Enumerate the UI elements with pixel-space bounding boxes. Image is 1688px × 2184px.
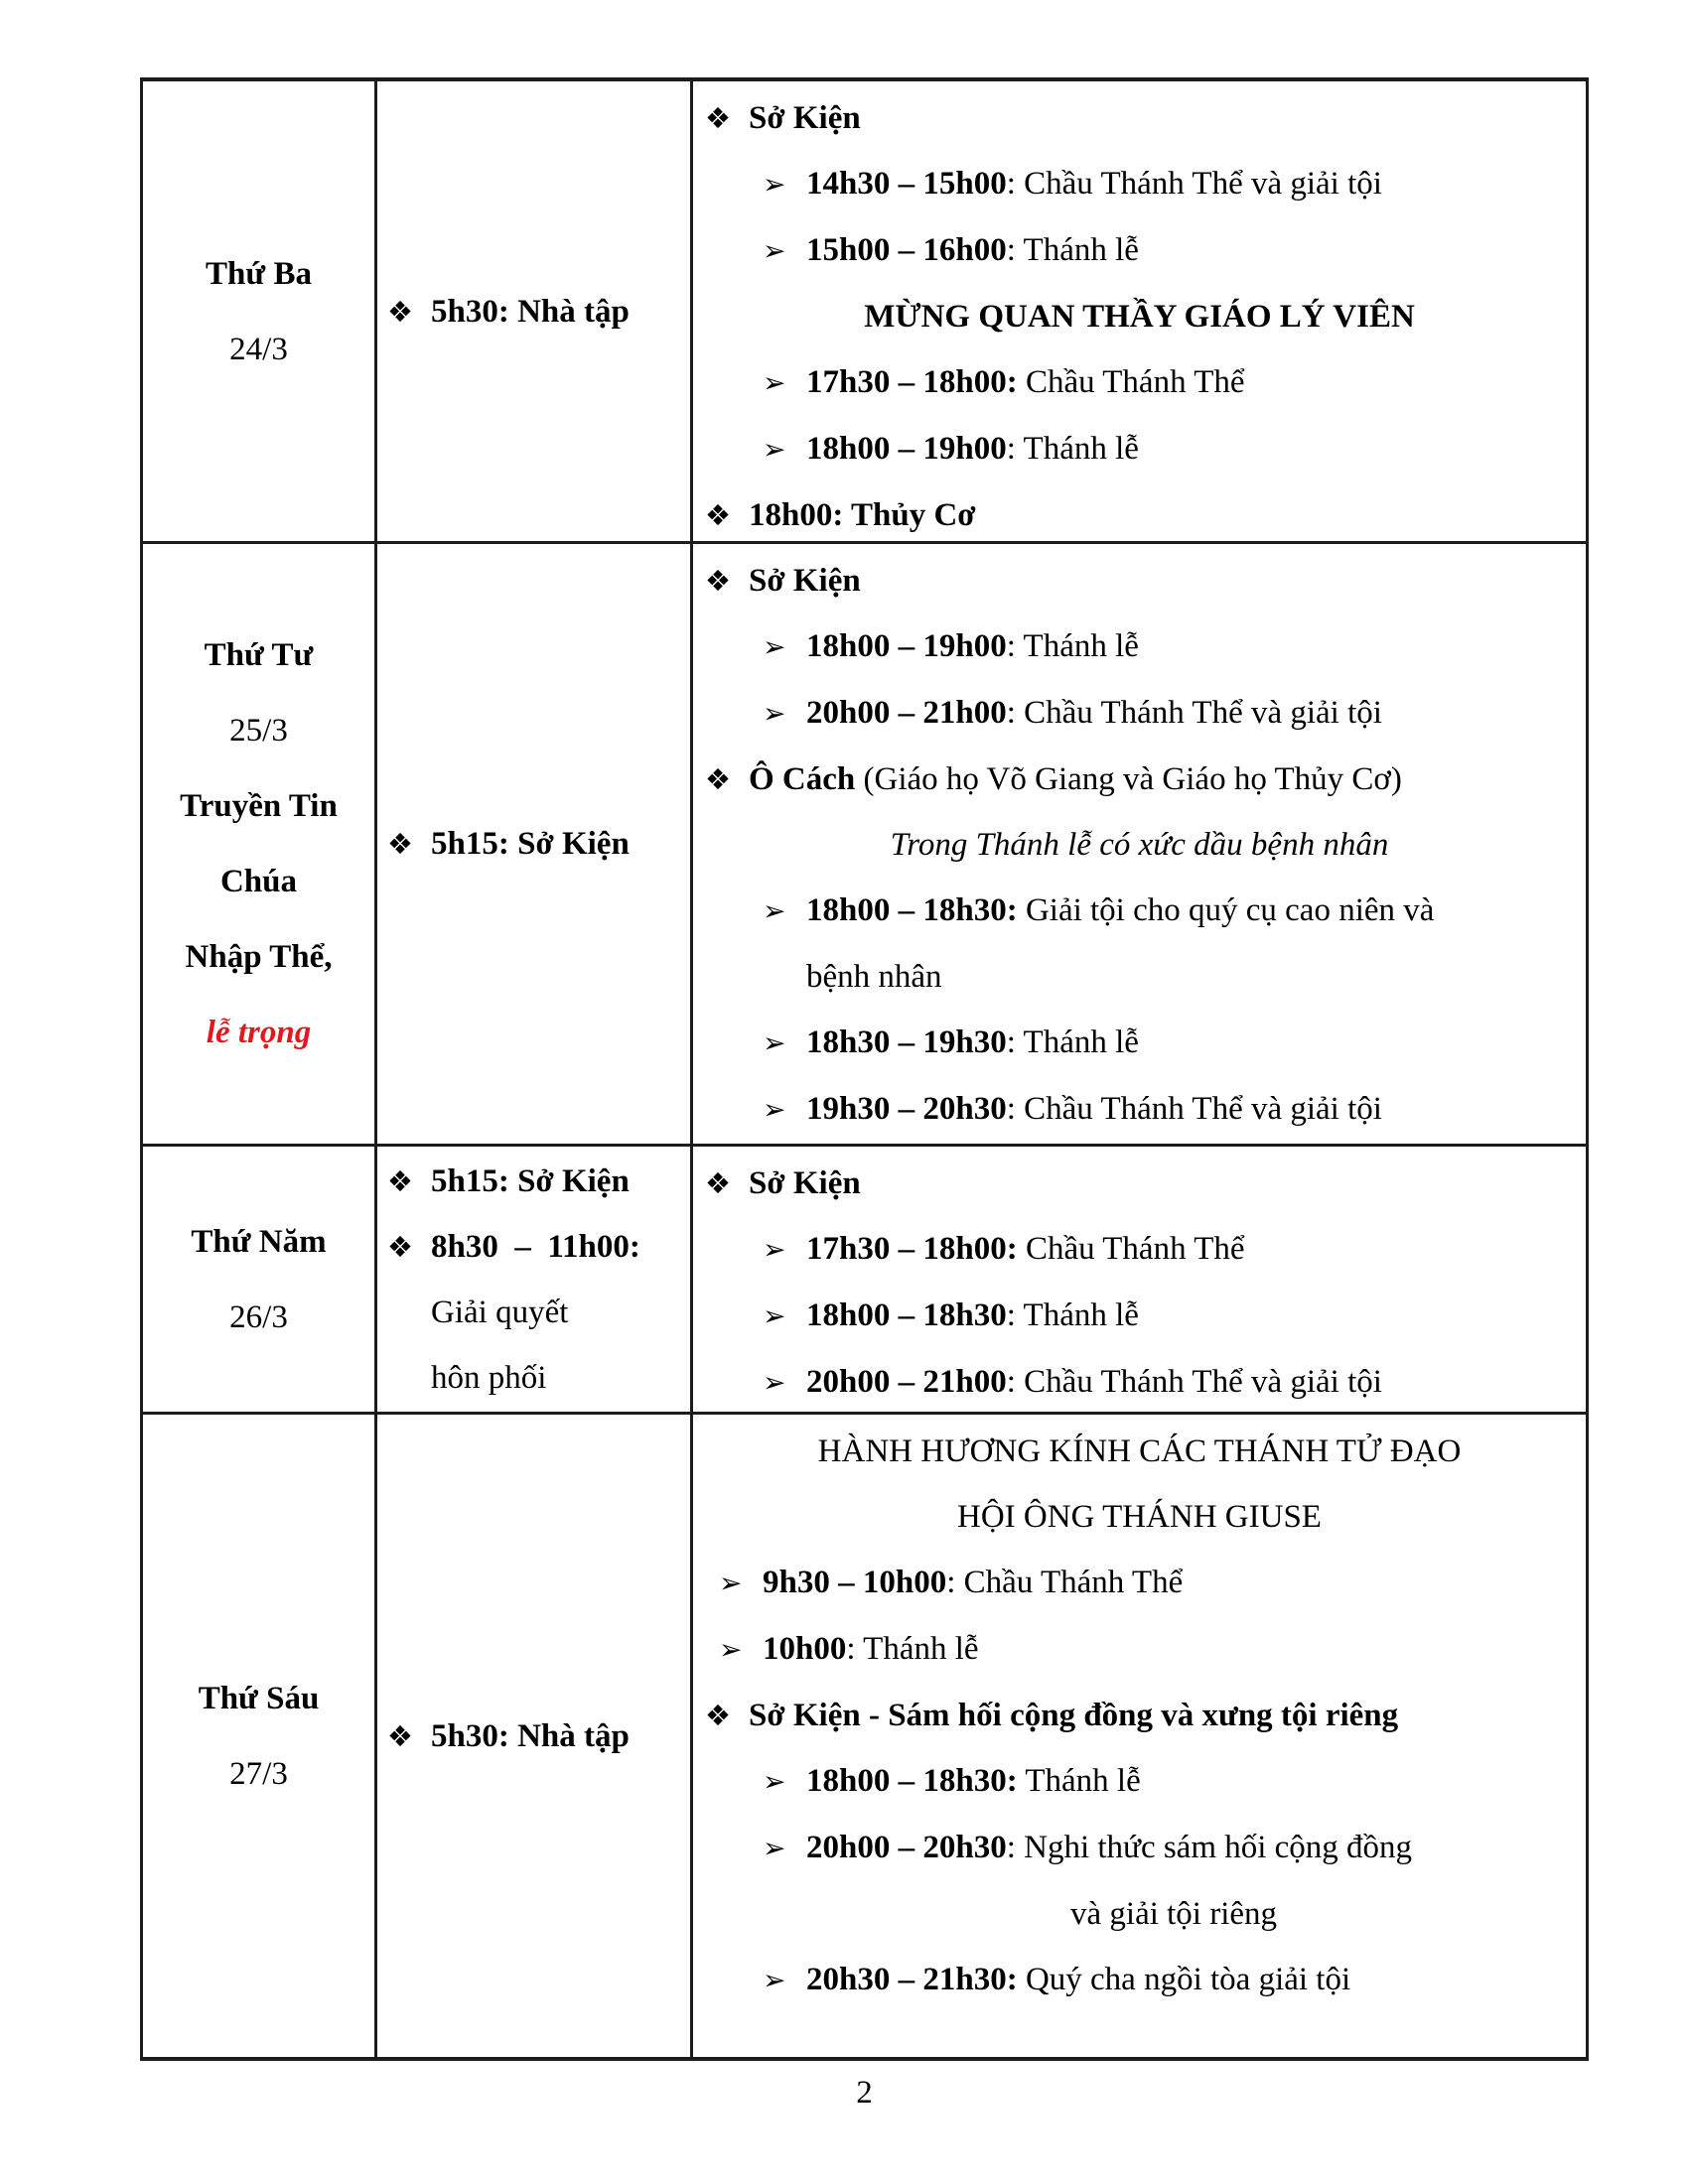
text-segment: : Chầu Thánh Thể và giải tội xyxy=(1006,695,1382,731)
text-segment: : Thánh lễ xyxy=(1006,431,1139,467)
text-segment: 14h30 – 15h00 xyxy=(806,166,1007,202)
day-line xyxy=(186,919,333,995)
day-cell xyxy=(143,544,377,1144)
text-segment: 5h30: Nhà tập xyxy=(431,293,630,330)
events-cell xyxy=(693,1147,1586,1412)
day-line xyxy=(206,236,312,312)
schedule-line xyxy=(693,812,1586,878)
text-segment: 20h30 – 21h30: xyxy=(806,1962,1018,1997)
schedule-line xyxy=(693,747,1586,812)
schedule-line xyxy=(693,151,1586,217)
text-segment: 20h00 – 21h00 xyxy=(806,1364,1007,1400)
text-segment: MỪNG QUAN THẦY GIÁO LÝ VIÊN xyxy=(864,299,1415,335)
arrow-bullet-icon: ➢ xyxy=(763,894,786,927)
text-segment: Quý cha ngồi tòa giải tội xyxy=(1017,1962,1351,1997)
schedule-line xyxy=(693,548,1586,614)
schedule-line xyxy=(377,1214,690,1280)
diamond-bullet-icon: ❖ xyxy=(705,564,731,598)
text-segment: 5h15: Sở Kiện xyxy=(431,1162,630,1199)
text-segment: bệnh nhân xyxy=(806,959,942,995)
day-line xyxy=(207,995,311,1070)
table-row xyxy=(143,1415,1586,2057)
text-segment: Chầu Thánh Thể xyxy=(1017,1231,1245,1267)
schedule-line xyxy=(693,1616,1586,1683)
arrow-bullet-icon: ➢ xyxy=(763,234,786,267)
text-segment: Sở Kiện xyxy=(749,563,861,599)
text-segment: 20h00 – 20h30 xyxy=(806,1830,1007,1865)
text-segment: và giải tội riêng xyxy=(1070,1896,1278,1932)
diamond-bullet-icon: ❖ xyxy=(705,101,731,135)
schedule-line xyxy=(693,1283,1586,1349)
schedule-table xyxy=(140,77,1589,2061)
text-segment: HỘI ÔNG THÁNH GIUSE xyxy=(957,1499,1322,1535)
arrow-bullet-icon: ➢ xyxy=(763,1026,786,1059)
day-line xyxy=(199,1661,320,1736)
arrow-bullet-icon: ➢ xyxy=(763,1093,786,1126)
schedule-line xyxy=(377,1345,690,1411)
arrow-bullet-icon: ➢ xyxy=(763,1832,786,1864)
text-segment: 25/3 xyxy=(229,713,288,749)
day-cell xyxy=(143,1415,377,2057)
text-segment: : Chầu Thánh Thể và giải tội xyxy=(1006,1091,1382,1127)
day-line xyxy=(229,693,288,768)
schedule-line xyxy=(377,1704,690,1769)
diamond-bullet-icon: ❖ xyxy=(705,762,731,796)
schedule-line xyxy=(693,482,1586,541)
schedule-line xyxy=(693,349,1586,416)
text-segment: 10h00 xyxy=(763,1631,847,1667)
schedule-line xyxy=(693,1881,1586,1947)
schedule-line xyxy=(693,217,1586,284)
schedule-line xyxy=(693,614,1586,680)
schedule-line xyxy=(693,1349,1586,1412)
text-segment: 9h30 – 10h00 xyxy=(763,1565,947,1600)
diamond-bullet-icon: ❖ xyxy=(387,294,413,329)
arrow-bullet-icon: ➢ xyxy=(763,366,786,399)
arrow-bullet-icon: ➢ xyxy=(763,433,786,466)
schedule-line xyxy=(377,1149,690,1214)
arrow-bullet-icon: ➢ xyxy=(763,630,786,663)
text-segment: 17h30 – 18h00: xyxy=(806,1231,1018,1267)
text-segment: 27/3 xyxy=(229,1755,288,1792)
day-line xyxy=(205,617,314,693)
text-segment: Giải quyết xyxy=(431,1294,569,1330)
events-cell xyxy=(693,544,1586,1144)
arrow-bullet-icon: ➢ xyxy=(719,1633,743,1666)
schedule-line xyxy=(693,944,1586,1010)
schedule-line xyxy=(693,1550,1586,1616)
text-segment: Thứ Tư xyxy=(204,637,314,673)
text-segment: Thánh lễ xyxy=(1017,1763,1141,1799)
table-row xyxy=(143,544,1586,1147)
text-segment: Chầu Thánh Thể xyxy=(1017,364,1245,400)
schedule-line xyxy=(693,1151,1586,1216)
schedule-line xyxy=(693,1947,1586,2013)
day-line xyxy=(229,312,288,387)
text-segment: 18h30 – 19h30 xyxy=(806,1024,1007,1060)
text-segment: 20h00 – 21h00 xyxy=(806,695,1007,731)
text-segment: : Thánh lễ xyxy=(846,1631,979,1667)
text-segment: : Nghi thức sám hối cộng đồng xyxy=(1006,1830,1413,1865)
text-segment: : Thánh lễ xyxy=(1006,1024,1139,1060)
text-segment: : Chầu Thánh Thể xyxy=(946,1565,1184,1600)
text-segment: : Chầu Thánh Thể và giải tội xyxy=(1006,1364,1382,1400)
diamond-bullet-icon: ❖ xyxy=(705,1699,731,1732)
day-line xyxy=(229,1280,288,1355)
schedule-line xyxy=(377,279,690,344)
table-row xyxy=(143,1147,1586,1415)
morning-cell xyxy=(377,1415,693,2057)
arrow-bullet-icon: ➢ xyxy=(763,1233,786,1266)
day-cell xyxy=(143,1147,377,1412)
text-segment: (Giáo họ Võ Giang và Giáo họ Thủy Cơ) xyxy=(855,761,1402,797)
text-segment: : Chầu Thánh Thể và giải tội xyxy=(1006,166,1382,202)
schedule-line xyxy=(693,416,1586,482)
text-segment: : Thánh lễ xyxy=(1006,232,1139,268)
day-cell xyxy=(143,81,377,541)
page-number: 2 xyxy=(856,2075,873,2111)
text-segment: Sở Kiện - Sám hối cộng đồng và xưng tội riêng xyxy=(749,1698,1399,1733)
arrow-bullet-icon: ➢ xyxy=(763,1765,786,1798)
schedule-line xyxy=(693,1748,1586,1815)
schedule-line xyxy=(693,1683,1586,1748)
text-segment: 5h30: Nhà tập xyxy=(431,1717,630,1754)
text-segment: Chúa xyxy=(219,864,298,899)
arrow-bullet-icon: ➢ xyxy=(763,1964,786,1996)
schedule-line xyxy=(693,680,1586,747)
text-segment: Thứ Năm xyxy=(191,1223,327,1260)
diamond-bullet-icon: ❖ xyxy=(705,498,731,532)
text-segment: Ô Cách xyxy=(749,761,856,797)
text-segment: Thứ Ba xyxy=(206,255,312,292)
diamond-bullet-icon: ❖ xyxy=(387,1163,413,1198)
schedule-line xyxy=(693,1216,1586,1283)
morning-cell xyxy=(377,1147,693,1412)
text-segment: 18h00: Thủy Cơ xyxy=(749,497,976,533)
text-segment: 18h00 – 19h00 xyxy=(806,628,1007,664)
schedule-line xyxy=(693,1076,1586,1143)
text-segment: Nhập Thể, xyxy=(185,939,333,975)
diamond-bullet-icon: ❖ xyxy=(705,1166,731,1200)
text-segment: : Thánh lễ xyxy=(1006,1297,1139,1333)
table-row xyxy=(143,81,1586,544)
schedule-line xyxy=(693,878,1586,944)
morning-cell xyxy=(377,81,693,541)
text-segment: : Thánh lễ xyxy=(1006,628,1139,664)
schedule-line xyxy=(693,1815,1586,1881)
text-segment: HÀNH HƯƠNG KÍNH CÁC THÁNH TỬ ĐẠO xyxy=(817,1433,1462,1469)
text-segment: 17h30 – 18h00: xyxy=(806,364,1018,400)
arrow-bullet-icon: ➢ xyxy=(763,168,786,201)
day-line xyxy=(220,844,297,919)
text-segment: 8h30 – 11h00: xyxy=(431,1228,640,1265)
text-segment: 5h15: Sở Kiện xyxy=(431,826,630,862)
schedule-line xyxy=(693,284,1586,349)
arrow-bullet-icon: ➢ xyxy=(719,1567,743,1599)
diamond-bullet-icon: ❖ xyxy=(387,1718,413,1753)
text-segment: 26/3 xyxy=(229,1298,288,1335)
text-segment: Giải tội cho quý cụ cao niên và xyxy=(1017,892,1435,928)
diamond-bullet-icon: ❖ xyxy=(387,827,413,861)
day-line xyxy=(229,1736,288,1812)
text-segment: 18h00 – 18h30: xyxy=(806,1763,1018,1799)
text-segment: 18h00 – 18h30 xyxy=(806,1297,1007,1333)
morning-cell xyxy=(377,544,693,1144)
schedule-line xyxy=(693,1419,1586,1484)
text-segment: 18h00 – 18h30: xyxy=(806,892,1018,928)
text-segment: 18h00 – 19h00 xyxy=(806,431,1007,467)
schedule-line xyxy=(693,1010,1586,1076)
text-segment: lễ trọng xyxy=(206,1015,312,1050)
day-line xyxy=(180,768,338,844)
text-segment: Truyền Tin xyxy=(180,788,338,824)
text-segment: 24/3 xyxy=(229,331,288,367)
schedule-line xyxy=(377,811,690,877)
diamond-bullet-icon: ❖ xyxy=(387,1229,413,1264)
text-segment: Thứ Sáu xyxy=(198,1680,320,1716)
text-segment: Sở Kiện xyxy=(749,100,861,136)
schedule-line xyxy=(377,1280,690,1345)
arrow-bullet-icon: ➢ xyxy=(763,1366,786,1399)
text-segment: Sở Kiện xyxy=(749,1165,861,1201)
text-segment: 19h30 – 20h30 xyxy=(806,1091,1007,1127)
text-segment: 15h00 – 16h00 xyxy=(806,232,1007,268)
schedule-line xyxy=(693,1484,1586,1550)
events-cell xyxy=(693,81,1586,541)
events-cell xyxy=(693,1415,1586,2057)
arrow-bullet-icon: ➢ xyxy=(763,697,786,730)
schedule-line xyxy=(693,85,1586,151)
text-segment: hôn phối xyxy=(431,1359,547,1396)
text-segment: Trong Thánh lễ có xức dầu bệnh nhân xyxy=(890,827,1389,863)
arrow-bullet-icon: ➢ xyxy=(763,1299,786,1332)
day-line xyxy=(191,1204,326,1280)
